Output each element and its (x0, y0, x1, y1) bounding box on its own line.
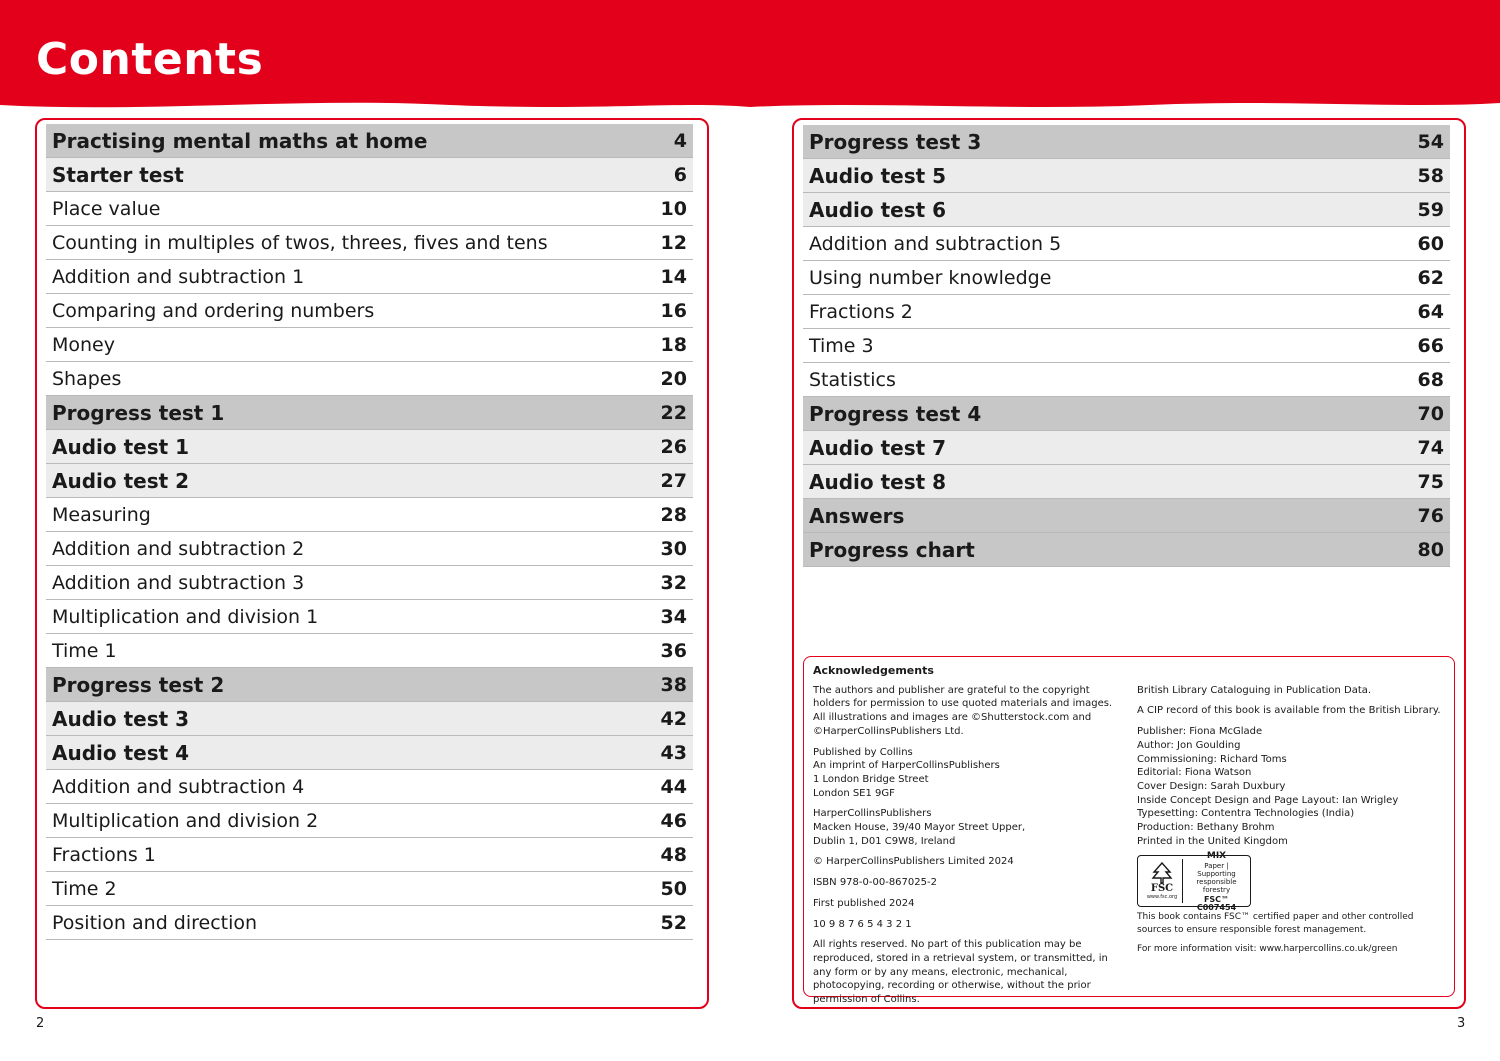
acknowledgement-paragraph: HarperCollinsPublishers Macken House, 39/40 Mayor Street Upper, Dublin 1, D01 C9W8, Ireland (813, 808, 1026, 847)
toc-entry-title: Audio test 5 (809, 163, 947, 188)
toc-entry-page: 34 (660, 605, 687, 628)
toc-entry-page: 12 (660, 231, 687, 254)
toc-entry-title: Addition and subtraction 3 (52, 571, 305, 594)
toc-row (46, 804, 693, 838)
fsc-line-1: Paper | Supporting (1197, 861, 1236, 878)
toc-entry-title: Shapes (52, 367, 122, 390)
toc-entry-title: Addition and subtraction 1 (52, 265, 305, 288)
fsc-tree-icon (1142, 859, 1183, 903)
banner-wave (750, 97, 1500, 113)
toc-entry-page: 62 (1417, 266, 1444, 289)
acknowledgement-paragraph: All rights reserved. No part of this publication may be reproduced, stored in a retrieval system, or transmitted, in any form or by any means, electronic, mechanical, photocopying, recording or otherwise, without the prior permission of Collins. (813, 939, 1108, 1006)
toc-entry-page: 32 (660, 571, 687, 594)
toc-entry-title: Audio test 3 (52, 706, 190, 731)
toc-entry-page: 16 (660, 299, 687, 322)
toc-entry-page: 76 (1417, 504, 1444, 527)
toc-entry-title: Multiplication and division 1 (52, 605, 319, 628)
toc-entry-page: 50 (660, 877, 687, 900)
toc-row (803, 261, 1450, 295)
acknowledgement-paragraph: British Library Cataloguing in Publication Data. (1137, 684, 1372, 696)
page-number-right: 3 (1457, 1016, 1466, 1031)
acknowledgements-left-column (813, 684, 1121, 1014)
toc-entry-page: 4 (673, 129, 687, 152)
acknowledgement-paragraph: Published by Collins An imprint of HarperCollinsPublishers 1 London Bridge Street London SE1 9GF (813, 746, 1000, 799)
toc-entry-title: Audio test 8 (809, 469, 947, 494)
toc-row (46, 566, 693, 600)
acknowledgements-box (803, 656, 1455, 1006)
banner-wave (0, 97, 750, 113)
toc-row (46, 124, 693, 158)
fsc-code: FSC™ C007454 (1196, 894, 1237, 912)
toc-entry-title: Place value (52, 197, 161, 220)
toc-row (46, 906, 693, 940)
toc-entry-page: 44 (660, 775, 687, 798)
toc-row (46, 158, 693, 192)
toc-entry-page: 36 (660, 639, 687, 662)
toc-entry-title: Practising mental maths at home (52, 128, 428, 153)
toc-entry-page: 10 (660, 197, 687, 220)
fsc-badge (1137, 850, 1251, 912)
toc-entry-page: 75 (1417, 470, 1444, 493)
toc-entry-title: Time 3 (809, 334, 874, 357)
toc-row (46, 396, 693, 430)
toc-entry-page: 54 (1417, 130, 1444, 153)
toc-row (46, 634, 693, 668)
fsc-mix-label: MIX (1206, 850, 1227, 861)
toc-entry-page: 42 (660, 707, 687, 730)
toc-entry-title: Progress test 2 (52, 672, 225, 697)
toc-entry-title: Measuring (52, 503, 151, 526)
acknowledgement-paragraph: First published 2024 (813, 897, 915, 909)
toc-entry-title: Audio test 6 (809, 197, 947, 222)
toc-entry-page: 80 (1417, 538, 1444, 561)
toc-entry-page: 66 (1417, 334, 1444, 357)
toc-row (46, 838, 693, 872)
toc-row (46, 260, 693, 294)
toc-entry-page: 22 (660, 401, 687, 424)
toc-entry-title: Position and direction (52, 911, 258, 934)
toc-entry-page: 58 (1417, 164, 1444, 187)
toc-row (46, 464, 693, 498)
toc-entry-page: 30 (660, 537, 687, 560)
toc-row (803, 499, 1450, 533)
fsc-note: This book contains FSC™ certified paper and other controlled sources to ensure responsible forest management. (1137, 912, 1414, 935)
toc-entry-page: 26 (660, 435, 687, 458)
toc-entry-title: Audio test 4 (52, 740, 190, 765)
acknowledgement-paragraph: A CIP record of this book is available from the British Library. (1137, 705, 1441, 717)
toc-entry-title: Progress test 3 (809, 129, 982, 154)
toc-entry-title: Fractions 2 (809, 300, 913, 323)
toc-row (803, 397, 1450, 431)
toc-entry-page: 38 (660, 673, 687, 696)
toc-entry-page: 6 (673, 163, 687, 186)
toc-entry-title: Using number knowledge (809, 266, 1052, 289)
acknowledgement-paragraph: Publisher: Fiona McGlade Author: Jon Goulding Commissioning: Richard Toms Editorial: Fiona Watson Cover Design: Sarah Duxbury Inside Concept Design and Page Layout: Ian Wrigley Typesetting: Contentra Technologies (India) Production: Bethany Brohm Printed in the United Kingdom (1137, 726, 1399, 847)
fsc-logo-url: www.fsc.org (1146, 894, 1178, 901)
toc-entry-title: Counting in multiples of twos, threes, fives and tens (52, 231, 548, 254)
toc-row (803, 465, 1450, 499)
toc-row (803, 363, 1450, 397)
toc-entry-title: Fractions 1 (52, 843, 156, 866)
toc-entry-page: 59 (1417, 198, 1444, 221)
acknowledgement-paragraph: ISBN 978-0-00-867025-2 (813, 877, 937, 889)
toc-list-right (803, 125, 1450, 567)
toc-entry-title: Audio test 1 (52, 434, 190, 459)
toc-row (803, 295, 1450, 329)
toc-entry-page: 60 (1417, 232, 1444, 255)
toc-row (46, 430, 693, 464)
toc-row (803, 329, 1450, 363)
toc-entry-title: Addition and subtraction 4 (52, 775, 305, 798)
fsc-line-2: responsible forestry (1196, 877, 1237, 894)
fsc-more-info: For more information visit: www.harpercollins.co.uk/green (1137, 944, 1398, 955)
fsc-logo-text: FSC (1150, 883, 1174, 895)
toc-entry-title: Answers (809, 503, 905, 528)
toc-entry-title: Audio test 2 (52, 468, 190, 493)
toc-row (46, 668, 693, 702)
toc-row (46, 226, 693, 260)
toc-row (46, 702, 693, 736)
acknowledgements-title: Acknowledgements (813, 664, 934, 677)
toc-entry-page: 70 (1417, 402, 1444, 425)
toc-row (46, 736, 693, 770)
toc-row (803, 431, 1450, 465)
toc-row (46, 770, 693, 804)
toc-entry-title: Money (52, 333, 115, 356)
toc-row (46, 294, 693, 328)
toc-entry-page: 27 (660, 469, 687, 492)
page-title: Contents (36, 34, 264, 85)
toc-row (803, 193, 1450, 227)
toc-row (46, 362, 693, 396)
acknowledgement-paragraph: The authors and publisher are grateful to the copyright holders for permission to use quoted materials and images. All illustrations and images are ©Shutterstock.com and ©HarperCollinsPublishers Ltd. (813, 684, 1113, 737)
toc-entry-title: Statistics (809, 368, 896, 391)
toc-entry-title: Progress chart (809, 537, 975, 562)
toc-entry-page: 14 (660, 265, 687, 288)
toc-row (803, 227, 1450, 261)
toc-entry-title: Progress test 1 (52, 400, 225, 425)
toc-entry-title: Time 1 (52, 639, 117, 662)
toc-list-left (46, 124, 693, 940)
header-banner-right (750, 0, 1500, 112)
toc-row (46, 192, 693, 226)
toc-row (46, 328, 693, 362)
toc-entry-title: Starter test (52, 162, 184, 187)
toc-entry-page: 74 (1417, 436, 1444, 459)
acknowledgements-right-column (1137, 684, 1445, 1014)
toc-entry-title: Addition and subtraction 5 (809, 232, 1062, 255)
acknowledgement-paragraph: 10 9 8 7 6 5 4 3 2 1 (813, 918, 912, 930)
toc-row (46, 498, 693, 532)
toc-entry-page: 46 (660, 809, 687, 832)
toc-entry-title: Audio test 7 (809, 435, 947, 460)
toc-row (803, 125, 1450, 159)
toc-entry-page: 68 (1417, 368, 1444, 391)
toc-entry-title: Comparing and ordering numbers (52, 299, 375, 322)
toc-entry-page: 43 (660, 741, 687, 764)
page-number-left: 2 (36, 1016, 45, 1031)
toc-entry-page: 52 (660, 911, 687, 934)
toc-entry-page: 20 (660, 367, 687, 390)
toc-entry-title: Time 2 (52, 877, 117, 900)
toc-entry-page: 48 (660, 843, 687, 866)
toc-row (46, 600, 693, 634)
toc-entry-title: Progress test 4 (809, 401, 982, 426)
toc-entry-page: 28 (660, 503, 687, 526)
toc-row (46, 872, 693, 906)
toc-entry-page: 18 (660, 333, 687, 356)
acknowledgement-paragraph: © HarperCollinsPublishers Limited 2024 (813, 856, 1014, 868)
toc-entry-title: Multiplication and division 2 (52, 809, 319, 832)
toc-row (46, 532, 693, 566)
toc-row (803, 159, 1450, 193)
toc-entry-page: 64 (1417, 300, 1444, 323)
toc-entry-title: Addition and subtraction 2 (52, 537, 305, 560)
toc-row (803, 533, 1450, 567)
